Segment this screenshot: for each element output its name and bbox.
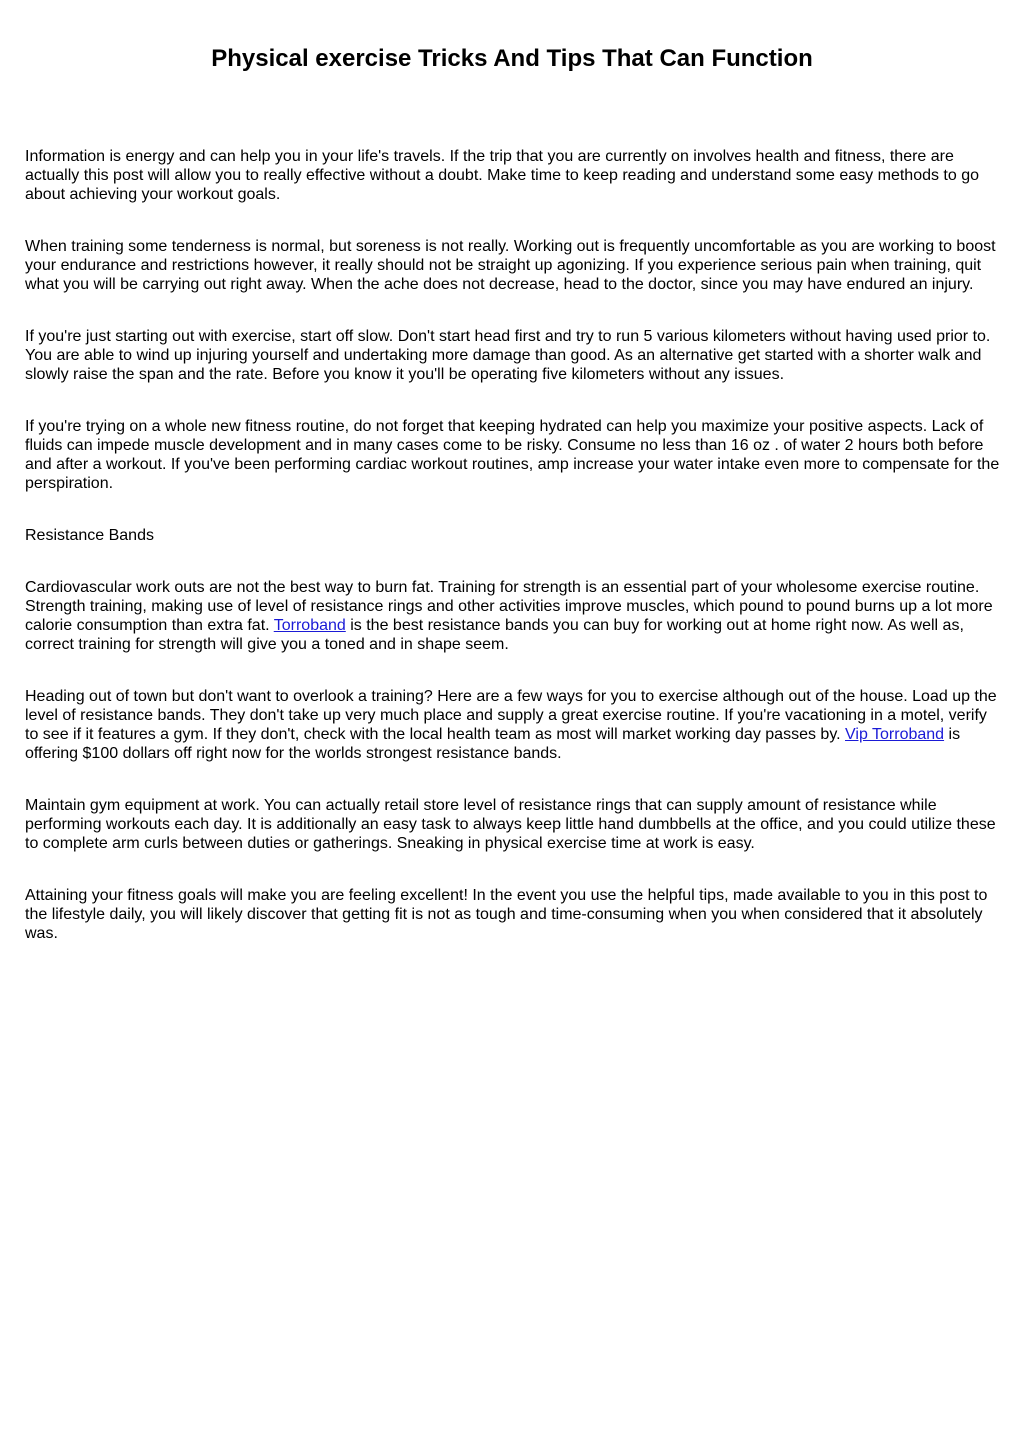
paragraph-intro: Information is energy and can help you in your life's travels. If the trip that you are currently on involves health and fitness, there are actually this post will allow you to really effective without a doubt. Make time to keep reading and understand some easy methods to go about achieving your workout goals. — [25, 148, 980, 203]
paragraph-strength-training — [25, 578, 1000, 654]
paragraph-conclusion: Attaining your fitness goals will make you are feeling excellent! In the event you use the helpful tips, made available to you in this post to the lifestyle daily, you will likely discover that getting fit is not as tough and time-consuming when you when considered that it absolutely was. — [25, 887, 988, 942]
paragraph-start-slow: If you're just starting out with exercise, start off slow. Don't start head first and try to run 5 various kilometers without having used prior to. You are able to wind up injuring yourself and undertaking more damage than good. As an alternative get started with a shorter walk and slowly raise the span and the rate. Before you know it you'll be operating five kilometers without any issues. — [25, 328, 991, 383]
paragraph-text: is offering $100 dollars off right now for the worlds strongest resistance bands. — [25, 726, 961, 762]
paragraph-text: is the best resistance bands you can buy for working out at home right now. As well as, correct training for strength will give you a toned and in shape seem. — [25, 617, 964, 653]
document-title: Physical exercise Tricks And Tips That Can Function — [211, 45, 813, 72]
paragraph-gym-at-work: Maintain gym equipment at work. You can actually retail store level of resistance rings that can supply amount of resistance while performing workouts each day. It is additionally an easy task to always keep little hand dumbbells at the office, and you could utilize these to complete arm curls between duties or gatherings. Sneaking in physical exercise time at work is easy. — [25, 797, 996, 852]
paragraph-text: Cardiovascular work outs are not the best way to burn fat. Training for strength is an essential part of your wholesome exercise routine. Strength training, making use of level of resistance rings and other activities improve muscles, which pound to pound burns up a lot more calorie consumption than extra fat. — [25, 579, 993, 634]
document-body — [25, 147, 1000, 976]
paragraph-text: Heading out of town but don't want to overlook a training? Here are a few ways for you to exercise although out of the house. Load up the level of resistance bands. They don't take up very much place and supply a great exercise routine. If you're vacationing in a motel, verify to see if it features a gym. If they don't, check with the local health team as most will market working day passes by. — [25, 688, 997, 743]
paragraph-soreness: When training some tenderness is normal, but soreness is not really. Working out is frequently uncomfortable as you are working to boost your endurance and restrictions however, it really should not be straight up agonizing. If you experience serious pain when training, quit what you will be carrying out right away. When the ache does not decrease, head to the doctor, since you may have endured an injury. — [25, 238, 996, 293]
paragraph-travel-exercise — [25, 687, 1000, 763]
vip-torroband-link[interactable]: Vip Torroband — [845, 726, 945, 743]
torroband-link[interactable]: Torroband — [273, 617, 346, 634]
paragraph-hydration: If you're trying on a whole new fitness routine, do not forget that keeping hydrated can help you maximize your positive aspects. Lack of fluids can impede muscle development and in many cases come to be risky. Consume no less than 16 oz . of water 2 hours both before and after a workout. If you've been performing cardiac workout routines, amp increase your water intake even more to compensate for the perspiration. — [25, 418, 1000, 492]
section-heading-resistance-bands: Resistance Bands — [25, 527, 154, 544]
